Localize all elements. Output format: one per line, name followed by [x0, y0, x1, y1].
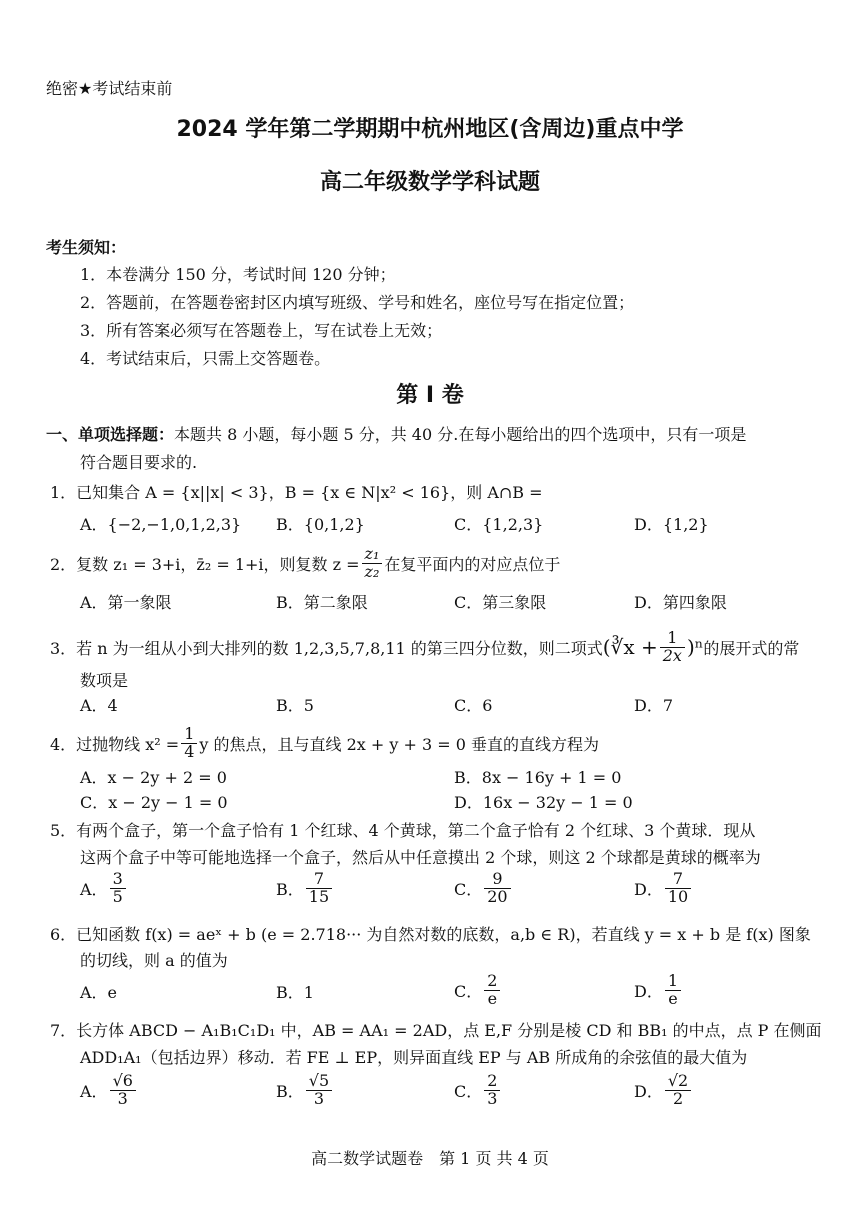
- frac-num: 2: [484, 1073, 500, 1091]
- q4-stem: [50, 720, 599, 766]
- q3-stem: [50, 622, 799, 672]
- q6-option-d: [634, 968, 683, 1012]
- q3-option-c: C．6: [454, 696, 493, 715]
- option-label: C．: [454, 981, 483, 1001]
- frac-num: 9: [484, 871, 510, 889]
- notice-item: 4．考试结束后，只需上交答题卷。: [80, 349, 331, 368]
- option-label: D．: [634, 1081, 663, 1101]
- q2-stem-b: 在复平面内的对应点位于: [384, 554, 561, 574]
- q4-frac-den: 4: [184, 741, 195, 761]
- q7-option-c: [454, 1068, 502, 1112]
- option-label: A．: [80, 879, 108, 899]
- q2-option-c: C．第三象限: [454, 593, 547, 612]
- q3-option-a: A．4: [80, 696, 118, 715]
- frac-num: 3: [110, 871, 126, 889]
- frac-den: e: [668, 988, 678, 1008]
- q4-frac-num: 1: [181, 726, 197, 744]
- q1-option-b: B．{0,1,2}: [276, 515, 365, 534]
- q2-frac-den: z₂: [364, 561, 380, 581]
- q7-line1: 7．长方体 ABCD − A₁B₁C₁D₁ 中，AB = AA₁ = 2AD，点 E,F 分别是棱 CD 和 BB₁ 的中点，点 P 在侧面: [50, 1021, 822, 1040]
- exam-title: 2024 学年第二学期期中杭州地区(含周边)重点中学: [176, 117, 684, 142]
- q2-stem: [50, 540, 560, 586]
- frac-num: 7: [665, 871, 691, 889]
- frac-num: 7: [306, 871, 332, 889]
- frac-num: √6: [110, 1073, 136, 1091]
- q3-expr-right: )ⁿ: [686, 635, 704, 659]
- q4-option-a: A．x − 2y + 2 = 0: [80, 768, 227, 787]
- q1-option-c: C．{1,2,3}: [454, 515, 544, 534]
- frac-den: 2: [672, 1088, 684, 1108]
- exam-subtitle: 高二年级数学学科试题: [319, 170, 540, 195]
- notice-heading: 考生须知：: [46, 238, 127, 257]
- q7-line2: ADD₁A₁（包括边界）移动．若 FE ⊥ EP，则异面直线 EP 与 AB 所成角的余弦值的最大值为: [80, 1048, 748, 1067]
- q7-option-b: [276, 1068, 334, 1112]
- notice-item: 1．本卷满分 150 分，考试时间 120 分钟；: [80, 265, 396, 284]
- frac-den: 15: [308, 886, 330, 906]
- option-label: C．: [454, 1081, 483, 1101]
- option-label: A．: [80, 1081, 108, 1101]
- option-label: C．: [454, 879, 483, 899]
- q3-frac-den: 2x: [662, 645, 682, 665]
- q2-fraction: [362, 543, 383, 581]
- q3-frac-num: 1: [660, 630, 685, 648]
- frac-den: 20: [487, 886, 508, 906]
- q5-option-c: [454, 866, 513, 910]
- section-heading: [46, 422, 746, 445]
- q7-option-d: [634, 1068, 693, 1112]
- q6-option-a: A．e: [80, 983, 118, 1002]
- q5-option-b: [276, 866, 334, 910]
- q3-stem-c: 数项是: [80, 671, 129, 690]
- frac-den: 3: [487, 1088, 498, 1108]
- q2-option-a: A．第一象限: [80, 593, 172, 612]
- q4-fraction: [181, 723, 197, 761]
- q4-stem-a: 4．过抛物线 x² =: [50, 734, 180, 754]
- volume-title: 第 I 卷: [396, 383, 464, 408]
- section-label: 一、单项选择题：: [46, 425, 175, 444]
- frac-den: 5: [112, 886, 123, 906]
- q5-option-a: [80, 866, 128, 910]
- q5-option-d: [634, 866, 693, 910]
- q4-option-b: B．8x − 16y + 1 = 0: [454, 768, 622, 787]
- frac-den: 10: [667, 886, 689, 906]
- frac-num: 2: [484, 973, 500, 991]
- q4-option-d: D．16x − 32y − 1 = 0: [454, 793, 633, 812]
- frac-num: 1: [665, 973, 681, 991]
- q3-option-b: B．5: [276, 696, 314, 715]
- q4-stem-b: y 的焦点，且与直线 2x + y + 3 = 0 垂直的直线方程为: [199, 734, 600, 754]
- q5-line1: 5．有两个盒子，第一个盒子恰有 1 个红球、4 个黄球，第二个盒子恰有 2 个红球、3 个黄球．现从: [50, 821, 756, 840]
- frac-den: e: [487, 988, 498, 1008]
- notice-item: 2．答题前，在答题卷密封区内填写班级、学号和姓名，座位号写在指定位置；: [80, 293, 635, 312]
- q1-option-a: A．{−2,−1,0,1,2,3}: [80, 515, 242, 534]
- q6-line2: 的切线，则 a 的值为: [80, 951, 228, 970]
- q3-expr-left: (∛x +: [602, 635, 658, 659]
- frac-den: 3: [117, 1088, 128, 1108]
- option-label: B．: [276, 1081, 304, 1101]
- q6-line1: 6．已知函数 f(x) = aeˣ + b (e = 2.718··· 为自然对数的底数，a,b ∈ R)，若直线 y = x + b 是 f(x) 图象: [50, 925, 811, 944]
- q2-frac-num: z₁: [362, 546, 383, 564]
- option-label: B．: [276, 879, 304, 899]
- notice-item: 3．所有答案必须写在答题卷上，写在试卷上无效；: [80, 321, 443, 340]
- q1-stem: 1．已知集合 A = {x||x| < 3}，B = {x ∈ N|x² < 16}，则 A∩B =: [50, 483, 543, 502]
- section-desc: 本题共 8 小题，每小题 5 分，共 40 分.在每小题给出的四个选项中，只有一项是: [174, 425, 747, 444]
- frac-num: √5: [306, 1073, 332, 1091]
- confidential-label: 绝密★考试结束前: [46, 79, 173, 98]
- q5-line2: 这两个盒子中等可能地选择一个盒子，然后从中任意摸出 2 个球，则这 2 个球都是黄球的概率为: [80, 848, 761, 867]
- q2-option-d: D．第四象限: [634, 593, 727, 612]
- q6-option-b: B．1: [276, 983, 314, 1002]
- q1-option-d: D．{1,2}: [634, 515, 709, 534]
- q3-stem-b: 的展开式的常: [703, 638, 800, 658]
- section-desc-cont: 符合题目要求的.: [80, 453, 198, 472]
- q2-option-b: B．第二象限: [276, 593, 368, 612]
- q3-stem-a: 3．若 n 为一组从小到大排列的数 1,2,3,5,7,8,11 的第三四分位数，则二项式: [50, 638, 603, 658]
- q3-option-d: D．7: [634, 696, 674, 715]
- frac-den: 3: [313, 1088, 325, 1108]
- option-label: D．: [634, 981, 663, 1001]
- frac-num: √2: [665, 1073, 691, 1091]
- q2-stem-a: 2．复数 z₁ = 3+i，z̄₂ = 1+i，则复数 z =: [50, 554, 360, 574]
- q7-option-a: [80, 1068, 138, 1112]
- q6-option-c: [454, 968, 502, 1012]
- q3-fraction: [660, 627, 685, 665]
- q4-option-c: C．x − 2y − 1 = 0: [80, 793, 228, 812]
- option-label: D．: [634, 879, 663, 899]
- page-footer: 高二数学试题卷 第 1 页 共 4 页: [311, 1149, 549, 1168]
